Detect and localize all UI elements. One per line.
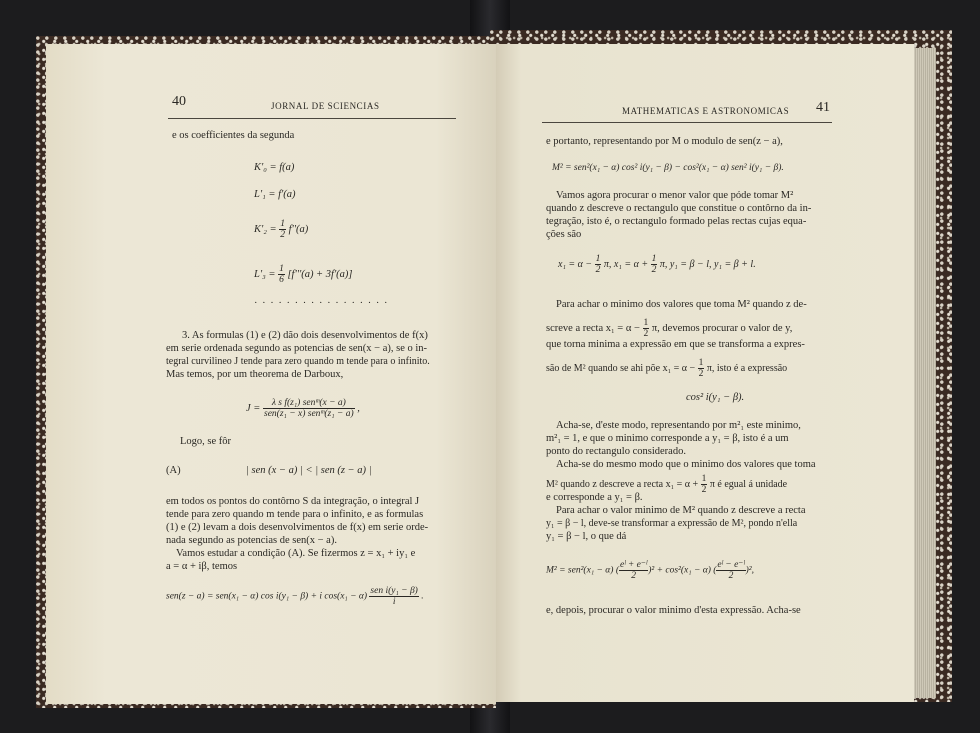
header-rule [542, 122, 832, 123]
fraction [278, 264, 285, 285]
fraction-numerator: 1 [595, 254, 601, 264]
text-part: são de M² quando se ahi põe x₁ = α − [546, 362, 696, 374]
equation-part: K'₂ = [254, 223, 277, 235]
text-line: (1) e (2) levam a dois desenvolvimentos de f(x) em serie orde- [166, 522, 429, 533]
page-number: 41 [816, 100, 830, 115]
condition-formula: | sen (x − a) | < | sen (z − a) | [246, 465, 372, 476]
text-line: Logo, se fôr [180, 436, 232, 447]
equation-part: π, y₁ = β − l, y₁ = β + l. [659, 258, 756, 270]
fraction-denominator: i [392, 597, 396, 607]
fraction-numerator: 1 [651, 254, 657, 264]
equation-part: J = [246, 402, 261, 414]
fraction-denominator: sen(z₁ − x) senᵐ(z₁ − a) [264, 409, 354, 419]
equation-lines [558, 254, 756, 275]
fraction [263, 398, 355, 419]
fraction [651, 254, 658, 275]
equation-darboux [246, 398, 360, 419]
text-line: Para achar o minimo dos valores que toma M² quando z de- [556, 299, 807, 310]
text-line: y₁ = β − l, deve-se transformar a expressão de M², pondo n'ella [546, 518, 798, 529]
fraction [595, 254, 602, 275]
right-page [496, 44, 914, 702]
equation-minimum: M² = sen²(x₁ − α) ( $\frac{\text{eˡ + e⁻ˡ}}{2}$ )² + cos²(x₁ − α) ( $\frac{\text{eˡ − e⁻ˡ}}{2}$ )², [546, 560, 755, 581]
text-line: Acha-se, d'este modo, representando por m²₁ este minimo, [556, 420, 801, 431]
left-page [46, 44, 496, 704]
fraction-numerator: 1 [279, 264, 284, 274]
text-line: tegral curvilineo J tende para zero quando m tende para o infinito. [166, 356, 430, 367]
fraction-denominator: 2 [728, 571, 734, 581]
text-part: M² quando z descreve a recta x₁ = α + [546, 478, 699, 490]
text-line: em serie ordenada segundo as potencias de sen(x − a), se o in- [166, 343, 428, 354]
fraction-numerator: 1 [701, 474, 707, 484]
fraction-denominator: 2 [631, 571, 636, 581]
fraction-numerator: eˡ − e⁻ˡ [717, 560, 745, 570]
text-line: e os coefficientes da segunda [172, 130, 295, 141]
equation-part: L'₃ = [254, 268, 276, 280]
text-line: e corresponde a y₁ = β. [546, 492, 643, 503]
condition-label: (A) [166, 465, 181, 476]
text-line: ponto do rectangulo considerado. [546, 446, 686, 457]
fraction [619, 560, 648, 581]
text-line: Vamos agora procurar o menor valor que póde tomar M² [556, 190, 794, 201]
fraction-numerator: 1 [280, 219, 285, 229]
page-number: 40 [172, 94, 186, 109]
text-line: a = α + iβ, temos [166, 561, 238, 572]
text-line: Mas temos, por um theorema de Darboux, [166, 369, 344, 380]
text-part: π, isto é a expressão [706, 362, 788, 374]
running-header: JORNAL DE SCIENCIAS [271, 101, 380, 111]
equation: M² = sen²(x₁ − α) cos² i(y₁ − β) − cos²(x₁ − α) sen² i(y₁ − β). [552, 163, 784, 173]
equation-part: ² + cos²(x₁ − α) [651, 565, 711, 576]
fraction-numerator: eˡ + e⁻ˡ [619, 560, 648, 570]
equation [254, 219, 308, 240]
fraction-denominator: 2 [595, 265, 601, 275]
equation-part: [f'''(a) + 3f'(a)] [287, 268, 353, 280]
text-part: π, devemos procurar o valor de y, [651, 322, 793, 334]
text-line: e portanto, representando por M o modulo de sen(z − a), [546, 136, 783, 147]
fraction-denominator: 6 [279, 275, 284, 285]
fraction [279, 219, 286, 240]
equation: L'₁ = f'(a) [254, 189, 296, 200]
text-part: π é egual á unidade [709, 478, 788, 490]
fraction-numerator: λ s f(z₁) senᵐ(x − a) [263, 398, 355, 409]
text-line: m²₁ = 1, e que o minimo corresponde a y₁ = β, isto é a um [546, 433, 789, 444]
fraction-denominator: 2 [701, 485, 707, 495]
fraction [698, 358, 705, 379]
fraction-numerator: 1 [643, 318, 649, 328]
equation: K'₀ = f(a) [254, 162, 295, 173]
equation-part: sen(z − a) = sen(x₁ − α) cos i(y₁ − β) + i cos(x₁ − α) [166, 591, 368, 602]
equation-part: x₁ = α − [558, 258, 593, 270]
text-line: que torna minima a expressão em que se transforma a expres- [546, 339, 805, 350]
text-line: nada segundo as potencias de sen(x − a). [166, 535, 337, 546]
equation: cos² i(y₁ − β). [686, 392, 745, 403]
text-part: screve a recta x₁ = α − [546, 322, 640, 334]
text-line: em todos os pontos do contôrno S da integração, o integral J [166, 496, 420, 507]
text-line: y₁ = β − l, o que dá [546, 531, 627, 542]
text-line: ções são [546, 229, 582, 240]
header-rule [168, 118, 456, 119]
fraction [716, 560, 745, 581]
text-line: tegração, isto é, o rectangulo formado pelas rectas cujas equa- [546, 216, 807, 227]
fraction [643, 318, 650, 339]
text-line: Acha-se do mesmo modo que o minimo dos valores que toma [556, 459, 816, 470]
fraction-numerator: 1 [698, 358, 704, 368]
fraction-numerator: sen i(y₁ − β) [370, 586, 418, 596]
equation-part: ², [748, 565, 755, 576]
text-line: Para achar o valor minimo de M² quando z descreve a recta [556, 505, 806, 516]
equation-part: . [421, 591, 424, 602]
equation-part: π, x₁ = α + [603, 258, 649, 270]
equation [254, 264, 353, 285]
fraction [701, 474, 708, 495]
fraction [369, 586, 418, 607]
equation-part: , [357, 402, 360, 414]
text-line: e, depois, procurar o valor minimo d'esta expressão. Acha-se [546, 605, 801, 616]
equation-part: f''(a) [288, 223, 309, 235]
fraction-denominator: 2 [643, 329, 649, 339]
text-line [546, 318, 792, 339]
text-line: quando z descreve o rectangulo que constitue o contôrno da in- [546, 203, 812, 214]
fraction-denominator: 2 [698, 369, 704, 379]
text-line: Vamos estudar a condição (A). Se fizermos z = x₁ + iy₁ e [176, 548, 416, 559]
fraction-denominator: 2 [651, 265, 657, 275]
text-line: 3. As formulas (1) e (2) dão dois desenvolvimentos de f(x) [182, 330, 428, 341]
fraction-denominator: 2 [280, 230, 285, 240]
text-line [546, 358, 787, 379]
equation-part: M² = sen²(x₁ − α) [546, 565, 614, 576]
equation-sen [166, 586, 424, 607]
ellipsis-row: · · · · · · · · · · · · · · · · · [254, 298, 389, 309]
text-line: tende para zero quando m tende para o infinito, e as formulas [166, 509, 424, 520]
running-header: MATHEMATICAS E ASTRONOMICAS [622, 106, 790, 116]
